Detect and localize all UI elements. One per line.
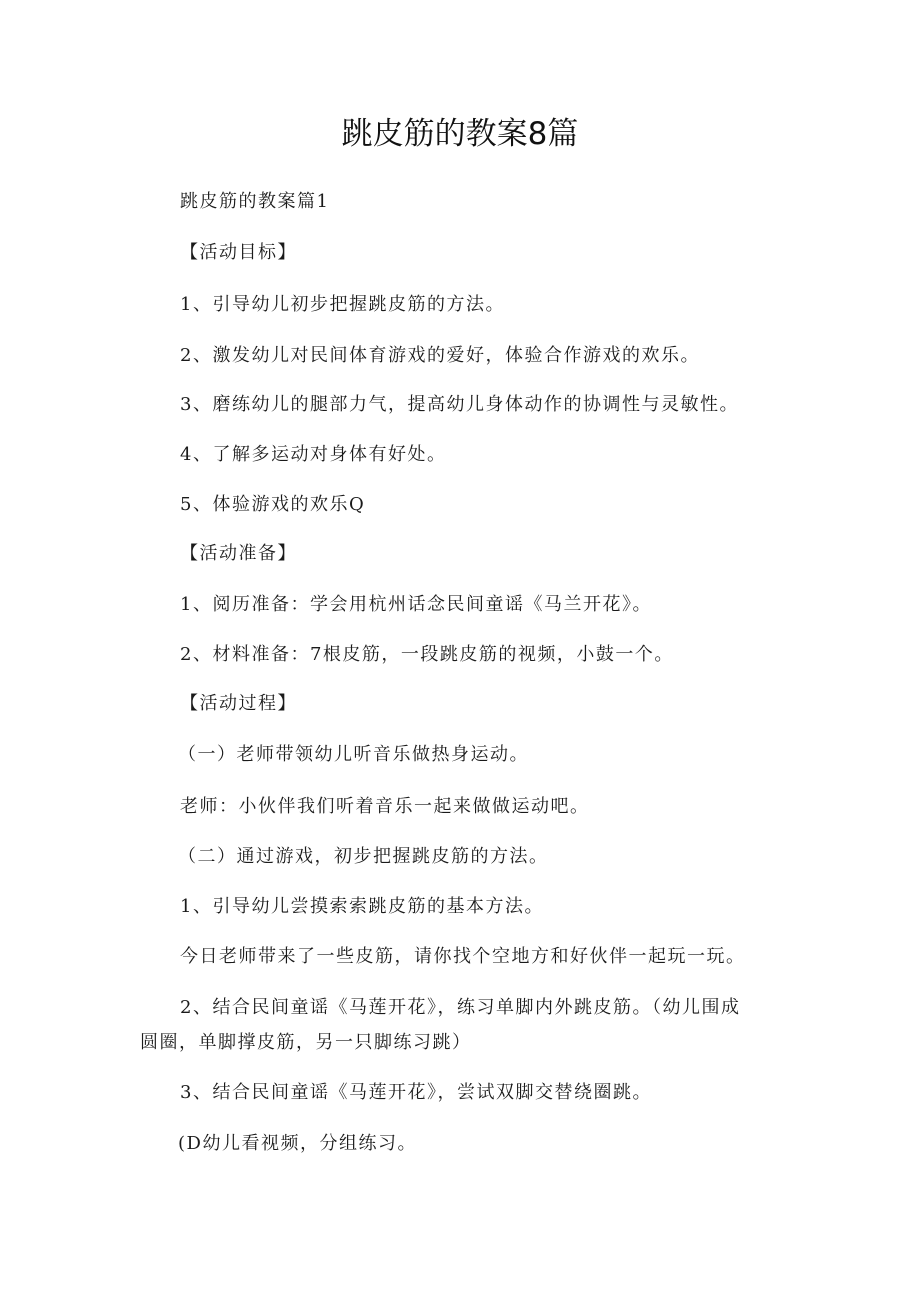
section-heading: 跳皮筋的教案篇1 [180,191,330,212]
goal-item-2: 2、激发幼儿对民间体育游戏的爱好，体验合作游戏的欢乐。 [180,345,700,366]
process-step-1: （一）老师带领幼儿听音乐做热身运动。 [178,744,529,765]
prep-item-2: 2、材料准备：7根皮筋，一段跳皮筋的视频，小鼓一个。 [180,644,674,665]
goal-item-3: 3、磨练幼儿的腿部力气，提高幼儿身体动作的协调性与灵敏性。 [180,394,739,415]
process-item-2-continued: 圆圈，单脚撑皮筋，另一只脚练习跳） [140,1032,472,1053]
process-item-1: 1、引导幼儿尝摸索索跳皮筋的基本方法。 [180,896,544,917]
goal-item-5: 5、体验游戏的欢乐Q [180,494,366,515]
document-title: 跳皮筋的教案8篇 [341,116,579,152]
prep-item-1: 1、阅历准备：学会用杭州话念民间童谣《马兰开花》。 [180,594,652,615]
process-step-2: （二）通过游戏，初步把握跳皮筋的方法。 [178,846,549,867]
process-paragraph: 今日老师带来了一些皮筋，请你找个空地方和好伙伴一起玩一玩。 [180,946,746,967]
process-item-2: 2、结合民间童谣《马莲开花》，练习单脚内外跳皮筋。（幼儿围成 [180,997,741,1018]
heading-activity-prep: 【活动准备】 [180,543,297,564]
goal-item-4: 4、了解多运动对身体有好处。 [180,444,447,465]
process-item-3: 3、结合民间童谣《马莲开花》，尝试双脚交替绕圈跳。 [180,1082,652,1103]
teacher-line: 老师：小伙伴我们听着音乐一起来做做运动吧。 [180,796,590,817]
process-subitem-1: (D幼儿看视频，分组练习。 [178,1133,417,1154]
heading-activity-process: 【活动过程】 [180,693,297,714]
goal-item-1: 1、引导幼儿初步把握跳皮筋的方法。 [180,294,505,315]
heading-activity-goals: 【活动目标】 [180,242,297,263]
